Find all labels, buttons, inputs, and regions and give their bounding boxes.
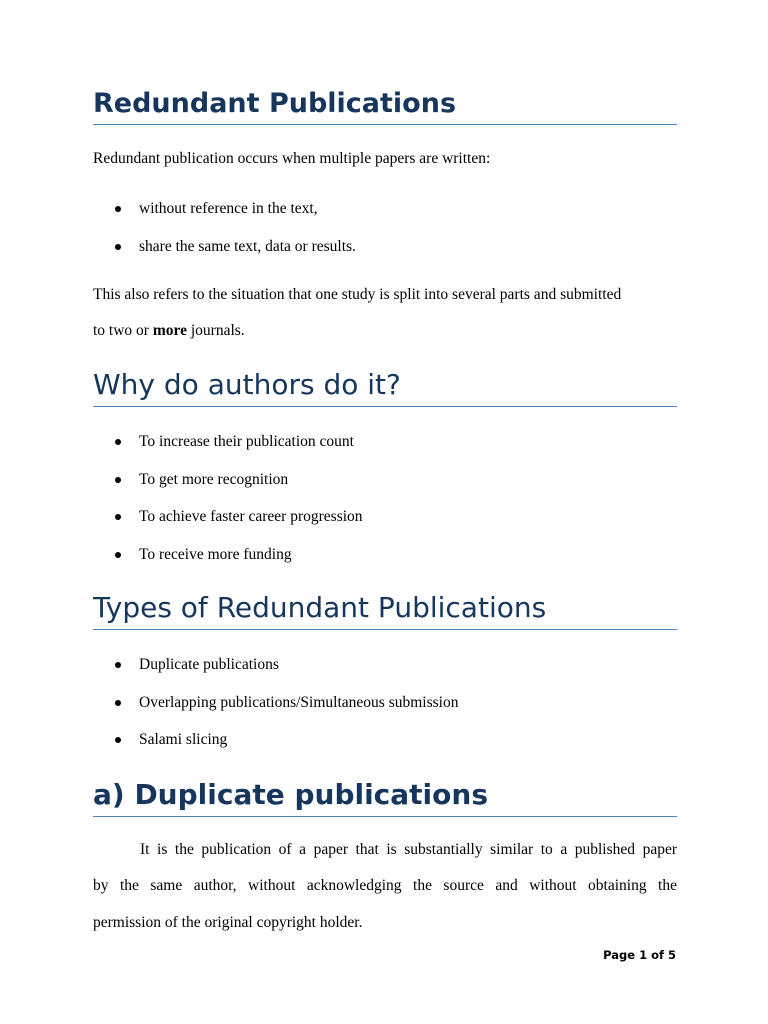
list-item: To increase their publication count (93, 434, 677, 472)
page-number: Page 1 of 5 (603, 948, 676, 962)
section-heading-duplicate: a) Duplicate publications (93, 779, 677, 817)
section-heading-why: Why do authors do it? (93, 369, 677, 407)
why-bullet-list (93, 434, 677, 584)
bullet-icon (115, 514, 121, 520)
bullet-icon (115, 662, 121, 668)
list-item: Duplicate publications (93, 657, 677, 695)
bullet-icon (115, 439, 121, 445)
duplicate-paragraph-line: by the same author, without acknowledging the source and without obtaining the (93, 877, 677, 894)
bullet-icon (115, 206, 121, 212)
section-heading-types: Types of Redundant Publications (93, 592, 677, 630)
bullet-icon (115, 552, 121, 558)
bullet-icon (115, 477, 121, 483)
bullet-icon (115, 244, 121, 250)
intro-paragraph: Redundant publication occurs when multiple papers are written: (93, 150, 491, 167)
document-page (93, 0, 677, 1024)
bullet-icon (115, 737, 121, 743)
document-title: Redundant Publications (93, 88, 677, 125)
duplicate-paragraph-line: permission of the original copyright holder. (93, 914, 363, 931)
types-bullet-list (93, 657, 677, 770)
list-item: share the same text, data or results. (93, 239, 677, 277)
duplicate-paragraph-line: It is the publication of a paper that is substantially similar to a published paper (140, 841, 677, 858)
list-item: To achieve faster career progression (93, 509, 677, 547)
list-item: Salami slicing (93, 732, 677, 770)
list-item: To receive more funding (93, 547, 677, 585)
also-paragraph-line: to two or more journals. (93, 322, 245, 339)
list-item: To get more recognition (93, 472, 677, 510)
intro-bullet-list (93, 201, 677, 276)
list-item: without reference in the text, (93, 201, 677, 239)
bullet-icon (115, 700, 121, 706)
list-item: Overlapping publications/Simultaneous submission (93, 695, 677, 733)
also-paragraph-line: This also refers to the situation that one study is split into several parts and submitted (93, 286, 622, 303)
emphasis-text: more (152, 322, 187, 339)
